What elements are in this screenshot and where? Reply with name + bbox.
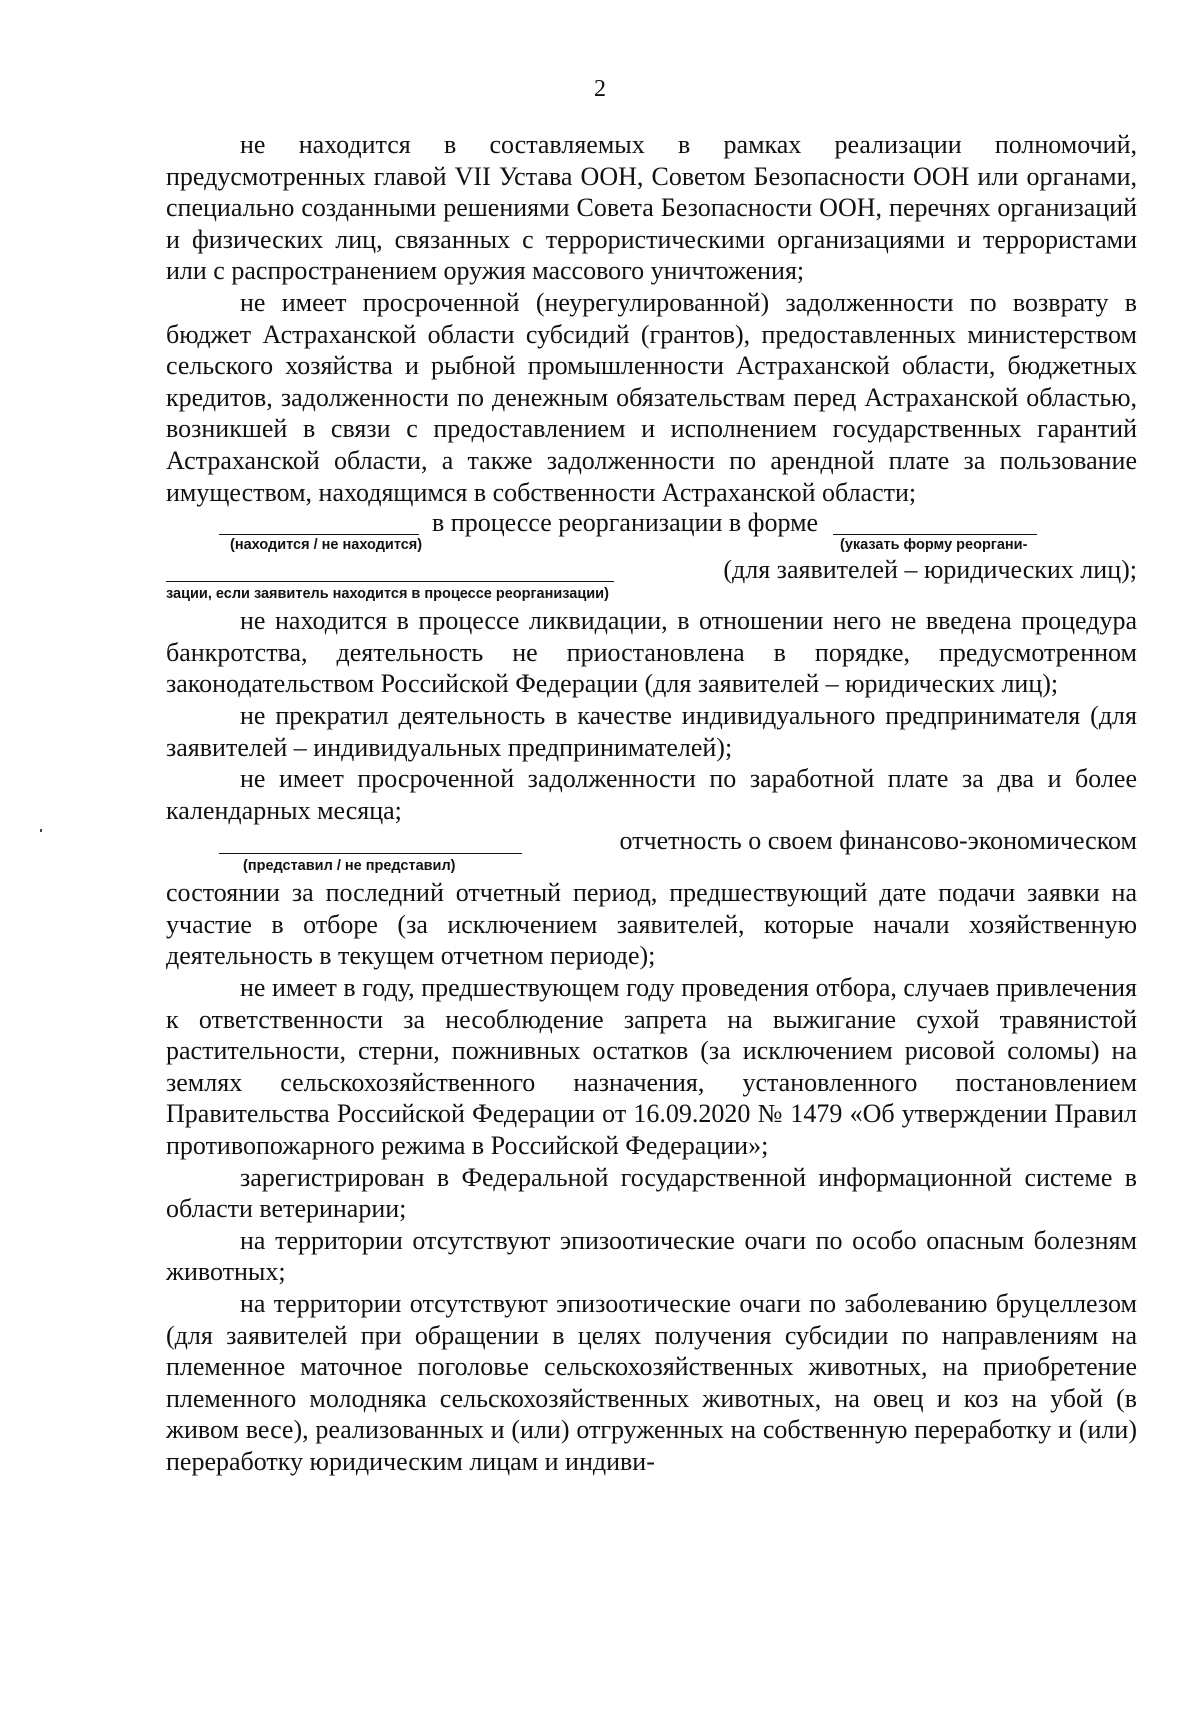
paragraph-report-continuation: состоянии за последний отчетный период, предшествующий дате подачи заявки на участие в отборе (за исключением заявителей, которые начали хозяйственную деятельность в текущем отчетном периоде); bbox=[166, 878, 1137, 971]
page-number: 2 bbox=[594, 76, 606, 102]
reorg-form-caption-cont: зации, если заявитель находится в процессе реорганизации) bbox=[166, 586, 609, 603]
reorg-caption-row bbox=[166, 537, 1137, 555]
paragraph-no-brucellosis: на территории отсутствуют эпизоотические очаги по заболеванию бруцеллезом (для заявителей при обращении в целях получения субсидии по направлениям на племенное маточное поголовье сельскохозяйственных животных, на приобретение племенного молодняка сельскохозяйственных животных, на овец и коз на убой (в живом весе), реализованных и (или) отгруженных на собственную переработку и (или) переработку юридическим лицам и индиви- bbox=[166, 1289, 1137, 1476]
report-status-blank[interactable] bbox=[219, 831, 522, 854]
paragraph-no-burning-violations: не имеет в году, предшествующем году проведения отбора, случаев привлечения к ответственности за несоблюдение запрета на выжигание сухой травянистой растительности, стерни, пожнивных остатков (за исключением рисовой соломы) на землях сельскохозяйственного назначения, установленного постановлением Правительства Российской Федерации от 16.09.2020 № 1479 «Об утверждении Правил противопожарного режима в Российской Федерации»; bbox=[166, 973, 1137, 1161]
paragraph-no-wage-debt: не имеет просроченной задолженности по заработной плате за два и более календарных месяца; bbox=[166, 764, 1137, 825]
paragraph-un-sanctions: не находится в составляемых в рамках реализации полномочий, предусмотренных главой VII Устава ООН, Советом Безопасности ООН или органами, специально созданными решениями Совета Безопасности ООН, перечнях организаций и физических лиц, связанных с террористическими организациями и террористами или с распространением оружия массового уничтожения; bbox=[166, 130, 1137, 286]
reorg-status-blank[interactable] bbox=[219, 512, 419, 535]
reorg-form-blank[interactable] bbox=[833, 512, 1037, 535]
paragraph-vet-registration: зарегистрирован в Федеральной государственной информационной системе в области ветеринарии; bbox=[166, 1162, 1137, 1224]
document-body bbox=[166, 129, 1137, 1478]
report-line-text: отчетность о своем финансово-экономическом bbox=[619, 826, 1137, 856]
reorg-form-caption: (указать форму реоргани- bbox=[840, 537, 1028, 554]
report-caption-row bbox=[166, 857, 1137, 877]
paragraph-no-liquidation: не находится в процессе ликвидации, в отношении него не введена процедура банкротства, деятельность не приостановлена в порядке, предусмотренном законодательством Российской Федерации (для заявителей – юридических лиц); bbox=[166, 606, 1137, 699]
reorg-line-2-text: (для заявителей – юридических лиц); bbox=[723, 555, 1137, 585]
reorg-line-1-text: в процессе реорганизации в форме bbox=[432, 508, 819, 538]
reorg-status-caption: (находится / не находится) bbox=[230, 537, 423, 554]
reorg-line-2 bbox=[166, 555, 1137, 584]
reorg-caption-cont-row bbox=[166, 584, 1137, 605]
reorg-line-1 bbox=[166, 508, 1137, 537]
scan-speck bbox=[40, 829, 42, 832]
report-status-caption: (представил / не представил) bbox=[243, 858, 456, 875]
report-line bbox=[166, 826, 1137, 857]
paragraph-no-dangerous-diseases: на территории отсутствуют эпизоотические очаги по особо опасным болезням животных; bbox=[166, 1225, 1137, 1287]
paragraph-no-debt-budget: не имеет просроченной (неурегулированной) задолженности по возврату в бюджет Астраханской области субсидий (грантов), предоставленных министерством сельского хозяйства и рыбной промышленности Астраханской области, бюджетных кредитов, задолженности по денежным обязательствам перед Астраханской областью, возникшей в связи с предоставлением и исполнением государственных гарантий Астраханской области, а также задолженности по арендной плате за пользование имуществом, находящимся в собственности Астраханской области; bbox=[166, 287, 1137, 507]
reorg-form-blank-cont[interactable] bbox=[166, 559, 614, 582]
paragraph-ip-active: не прекратил деятельность в качестве индивидуального предпринимателя (для заявителей – индивидуальных предпринимателей); bbox=[166, 700, 1137, 762]
